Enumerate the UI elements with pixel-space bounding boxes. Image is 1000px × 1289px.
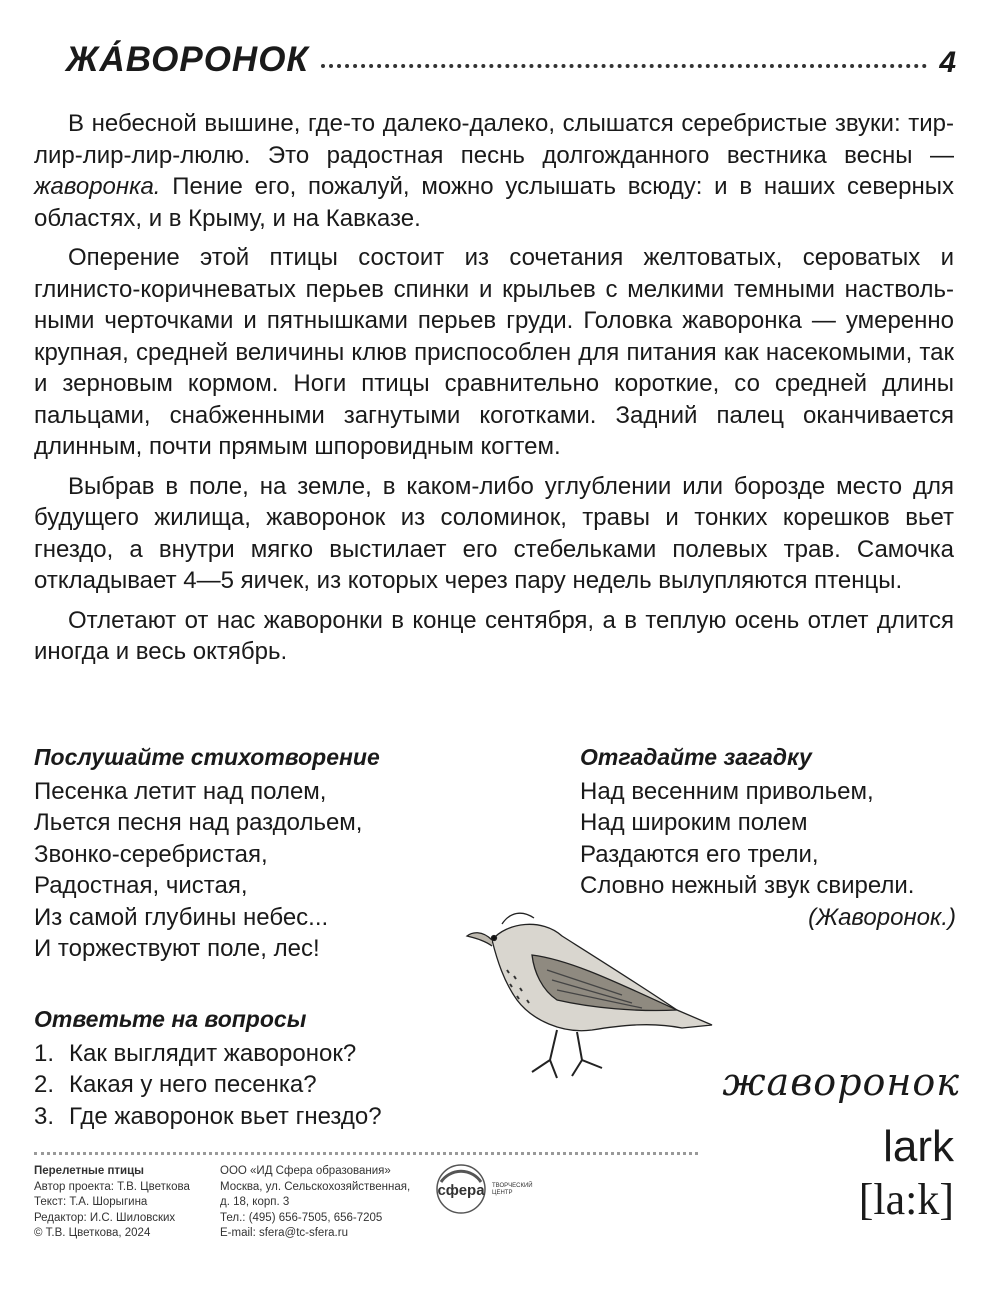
- paragraph-1-part-a: В небесной вышине, где-то далеко-далеко, слышатся серебристые звуки: тир-лир-лир-лир-люлю. Это радостная песнь долгожданного вестника весны —: [34, 110, 954, 169]
- credit-line: Редактор: И.С. Шиловских: [34, 1211, 176, 1224]
- bird-name-emphasis: жаворонка.: [34, 173, 161, 200]
- question-item: [34, 1069, 514, 1101]
- page-title: ЖА́ВОРОНОК: [66, 40, 309, 79]
- publisher-logo: [434, 1162, 574, 1216]
- page-header: [66, 30, 956, 80]
- article-body: [34, 108, 954, 676]
- footer-divider: [34, 1152, 698, 1155]
- questions-section: [34, 1004, 514, 1132]
- logo-subtitle: ЦЕНТР: [492, 1190, 513, 1196]
- riddle-line: Раздаются его трели,: [580, 840, 819, 868]
- footer-publisher: [220, 1164, 430, 1242]
- question-item: [34, 1038, 514, 1070]
- paragraph-1: [34, 108, 954, 234]
- footer-credits: [34, 1164, 214, 1242]
- paragraph-3: Выбрав в поле, на земле, в каком-либо углублении или борозде место для будущего жилища, жаворонок из соломинок, травы и тонких корешков вьет гнездо, а внутри мягко выстилает его стебельками полевых трав. Самочка откладывает 4—5 яичек, из которых через пару недель вылупляются птенцы.: [34, 472, 954, 594]
- riddle-line: Над весенним привольем,: [580, 777, 874, 805]
- question-number: 3.: [34, 1102, 55, 1130]
- poem-line: Льется песня над раздольем,: [34, 809, 363, 836]
- poem-line: Звонко-серебристая,: [34, 840, 268, 868]
- lark-illustration: [462, 900, 722, 1090]
- publisher-line: д. 18, корп. 3: [220, 1196, 290, 1208]
- publisher-line: ООО «ИД Сфера образования»: [220, 1165, 391, 1177]
- credit-line: Текст: Т.А. Шорыгина: [34, 1196, 148, 1208]
- credit-line: Автор проекта: Т.В. Цветкова: [34, 1180, 190, 1193]
- question-number: 1.: [34, 1039, 55, 1067]
- series-title: Перелетные птицы: [34, 1165, 145, 1177]
- riddle-heading: Отгадайте загадку: [580, 744, 812, 770]
- poem-line: Из самой глубины небес...: [34, 903, 329, 931]
- publisher-line: Москва, ул. Сельскохозяйственная,: [220, 1180, 411, 1193]
- riddle-answer: (Жаворонок.): [808, 903, 956, 931]
- question-text: Где жаворонок вьет гнездо?: [69, 1102, 382, 1130]
- poem-heading: Послушайте стихотворение: [34, 744, 380, 770]
- publisher-line: Тел.: (495) 656-7505, 656-7205: [220, 1211, 383, 1224]
- poem-line: И торжествуют поле, лес!: [34, 935, 320, 962]
- question-text: Как выглядит жаворонок?: [69, 1039, 357, 1067]
- page-number: 4: [939, 46, 956, 79]
- poem-line: Песенка летит над полем,: [34, 777, 327, 805]
- credit-line: © Т.В. Цветкова, 2024: [34, 1227, 151, 1239]
- paragraph-1-part-b: Пение его, пожалуй, можно услышать всюду: и в наших северных областях, и в Крыму, и на Кавказе.: [34, 173, 954, 232]
- transcription: [la:k]: [858, 1175, 954, 1224]
- poem-section: [34, 742, 484, 965]
- poem-line: Радостная, чистая,: [34, 872, 248, 899]
- paragraph-4: Отлетают от нас жаворонки в конце сентября, а в теплую осень отлет длится иногда и весь октябрь.: [34, 606, 954, 665]
- dotted-leader: [321, 64, 927, 68]
- riddle-line: Над широким полем: [580, 809, 808, 836]
- riddle-line: Словно нежный звук свирели.: [580, 872, 915, 899]
- logo-subtitle: ТВОРЧЕСКИЙ: [492, 1183, 533, 1189]
- paragraph-2: Оперение этой птицы состоит из сочетания желтоватых, сероватых и глинисто-коричневатых перьев спинки и крыльев с мелкими темными наствольными черточками и пятнышками перьев груди. Головка жаворонка — умеренно крупная, средней величины клюв приспособлен для питания как насекомыми, так и зерновым кормом. Ноги птицы сравнительно короткие, со средней длины пальцами, снабженными загнутыми коготками. Задний палец оканчивается длинным, почти прямым шпоровидным когтем.: [34, 244, 954, 460]
- logo-text: сфера: [437, 1182, 485, 1199]
- english-word: lark: [883, 1122, 954, 1171]
- question-text: Какая у него песенка?: [69, 1071, 317, 1098]
- question-item: [34, 1101, 514, 1133]
- question-number: 2.: [34, 1071, 55, 1098]
- publisher-line: E-mail: sfera@tc-sfera.ru: [220, 1227, 348, 1239]
- questions-heading: Ответьте на вопросы: [34, 1006, 307, 1032]
- cursive-word: жаворонок: [722, 1060, 960, 1104]
